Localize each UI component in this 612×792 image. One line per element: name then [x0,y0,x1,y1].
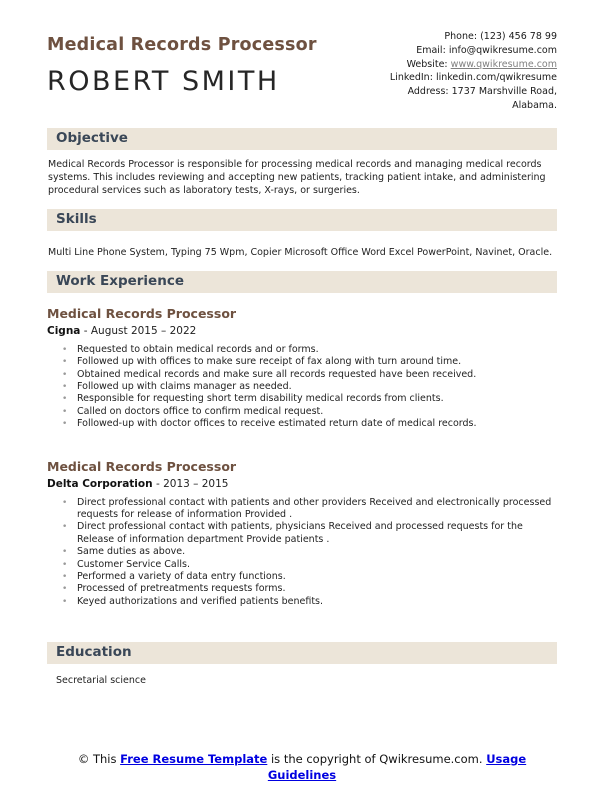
address-label: Address: [407,86,449,98]
person-name: ROBERT SMITH [47,66,280,97]
duty-item: • Performed a variety of data entry functions. [47,571,557,583]
duty-item: • Followed up with offices to make sure receipt of fax along with turn around time. [47,356,557,368]
phone-value: (123) 456 78 99 [480,31,557,42]
address-value: 1737 Marshville Road, Alabama. [451,86,557,111]
job-entry [47,459,557,609]
duty-item: • Called on doctors office to confirm medical request. [47,406,557,418]
company-name: Cigna [47,324,81,337]
company-name: Delta Corporation [47,477,153,490]
footer-text [62,752,542,783]
duty-item: • Keyed authorizations and verified patients benefits. [47,596,557,608]
footer-middle: is the copyright of Qwikresume.com. [267,752,487,766]
duty-item: • Processed of pretreatments requests forms. [47,583,557,595]
job-entry [47,306,557,431]
duty-item: • Responsible for requesting short term disability medical records from clients. [47,393,557,405]
job-dates: - 2013 – 2015 [155,477,229,490]
duty-item: • Followed up with claims manager as needed. [47,381,557,393]
section-header-education: Education [47,642,557,664]
job-title: Medical Records Processor [47,305,237,321]
duty-item: • Same duties as above. [47,546,557,558]
header-titles [47,30,317,113]
duty-item: • Requested to obtain medical records and or forms. [47,344,557,356]
job-company-line [47,478,557,490]
resume-header [47,30,557,113]
page-footer [47,752,557,783]
duty-item: • Obtained medical records and make sure all records requested have been received. [47,369,557,381]
website-link[interactable]: www.qwikresume.com [450,58,557,70]
job-duties-list [47,344,557,431]
skills-text: Multi Line Phone System, Typing 75 Wpm, Copier Microsoft Office Word Excel PowerPoint, Navinet, Oracle. [48,246,553,258]
section-header-objective: Objective [47,128,557,150]
usage-guidelines-link[interactable]: Usage Guidelines [267,752,527,782]
header-job-title: Medical Records Processor [47,35,317,55]
education-entry: Secretarial science [56,675,146,687]
section-header-skills: Skills [47,209,557,231]
contact-info [381,30,557,113]
duty-item: • Direct professional contact with patients and other providers Received and electronically processed requests for release of information Provided . [47,497,557,522]
duty-item: • Direct professional contact with patients, physicians Received and processed requests for the Release of information department Provide patients . [47,521,557,546]
email-label: Email: [416,44,446,56]
website-label: Website: [406,58,448,70]
duty-item: • Customer Service Calls. [47,559,557,571]
objective-text: Medical Records Processor is responsible for processing medical records and managing medical records systems. This includes reviewing and accepting new patients, tracking patient intake, and administering procedural services such as laboratory tests, X-rays, or surgeries. [48,158,546,196]
email-value: info@qwikresume.com [448,44,557,56]
section-header-work-experience: Work Experience [47,271,557,293]
free-resume-template-link[interactable]: Free Resume Template [120,752,268,766]
duty-item: • Followed-up with doctor offices to receive estimated return date of medical records. [47,418,557,430]
job-dates: - August 2015 – 2022 [83,324,197,337]
job-duties-list [47,497,557,609]
linkedin-label: LinkedIn: [389,72,433,84]
job-company-line [47,325,557,337]
footer-prefix: © This [77,752,121,766]
job-title: Medical Records Processor [47,458,237,474]
linkedin-value: linkedin.com/qwikresume [435,72,557,84]
phone-label: Phone: [444,31,478,42]
